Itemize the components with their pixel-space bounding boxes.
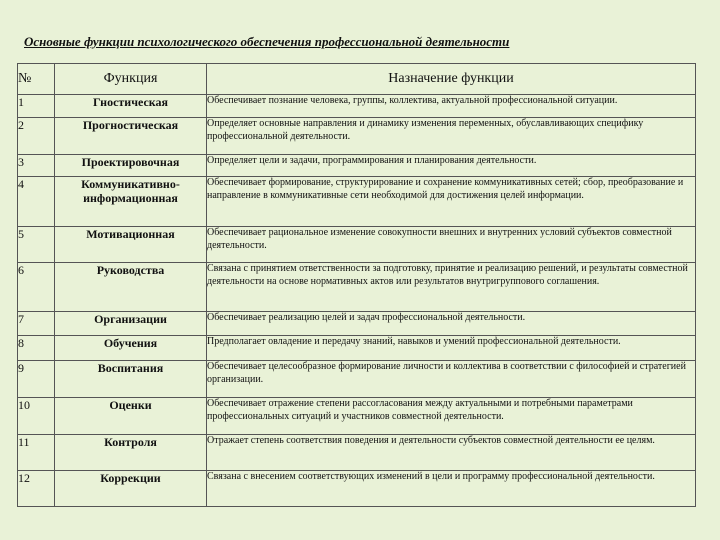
table-row bbox=[18, 227, 696, 263]
row-purpose: Предполагает овладение и передачу знаний, навыков и умений профессиональной деятельности. bbox=[207, 336, 696, 361]
row-number: 7 bbox=[18, 312, 55, 336]
row-function: Руководства bbox=[55, 263, 207, 312]
row-purpose: Обеспечивает реализацию целей и задач профессиональной деятельности. bbox=[207, 312, 696, 336]
row-purpose: Отражает степень соответствия поведения и деятельности субъектов совместной деятельности ее целям. bbox=[207, 435, 696, 471]
row-purpose: Обеспечивает познание человека, группы, коллектива, актуальной профессиональной ситуации. bbox=[207, 95, 696, 118]
table-row bbox=[18, 118, 696, 155]
row-number: 8 bbox=[18, 336, 55, 361]
row-purpose: Определяет основные направления и динамику изменения переменных, обуславливающих специфику профессиональной деятельности. bbox=[207, 118, 696, 155]
row-function: Гностическая bbox=[55, 95, 207, 118]
table-row bbox=[18, 312, 696, 336]
header-purpose: Назначение функции bbox=[207, 64, 696, 95]
row-number: 9 bbox=[18, 361, 55, 398]
row-number: 2 bbox=[18, 118, 55, 155]
row-function: Обучения bbox=[55, 336, 207, 361]
table-row bbox=[18, 361, 696, 398]
row-function: Контроля bbox=[55, 435, 207, 471]
table-row bbox=[18, 263, 696, 312]
row-function: Коммуникативно-информационная bbox=[55, 177, 207, 227]
row-purpose: Обеспечивает рациональное изменение совокупности внешних и внутренних условий субъектов совместной деятельности. bbox=[207, 227, 696, 263]
row-purpose: Связана с внесением соответствующих изменений в цели и программу профессиональной деятельности. bbox=[207, 471, 696, 507]
row-function: Оценки bbox=[55, 398, 207, 435]
row-number: 6 bbox=[18, 263, 55, 312]
row-number: 4 bbox=[18, 177, 55, 227]
row-function: Организации bbox=[55, 312, 207, 336]
row-purpose: Связана с принятием ответственности за подготовку, принятие и реализацию решений, и результаты совместной деятельности на основе нормативных актов или результатов внутригруппового соглашения. bbox=[207, 263, 696, 312]
table-row bbox=[18, 155, 696, 177]
table-header-row bbox=[18, 64, 696, 95]
row-purpose: Обеспечивает целесообразное формирование личности и коллектива в соответствии с философией и стратегией организации. bbox=[207, 361, 696, 398]
table-row bbox=[18, 336, 696, 361]
row-purpose: Определяет цели и задачи, программирования и планирования деятельности. bbox=[207, 155, 696, 177]
table-row bbox=[18, 177, 696, 227]
row-function: Воспитания bbox=[55, 361, 207, 398]
table-row bbox=[18, 435, 696, 471]
row-number: 10 bbox=[18, 398, 55, 435]
header-function: Функция bbox=[55, 64, 207, 95]
row-number: 12 bbox=[18, 471, 55, 507]
row-number: 5 bbox=[18, 227, 55, 263]
page-title: Основные функции психологического обеспечения профессиональной деятельности bbox=[24, 34, 510, 49]
table-row bbox=[18, 398, 696, 435]
row-function: Проектировочная bbox=[55, 155, 207, 177]
row-purpose: Обеспечивает отражение степени рассогласования между актуальными и потребными параметрами профессиональных ситуаций и участников совместной деятельности. bbox=[207, 398, 696, 435]
table-row bbox=[18, 471, 696, 507]
row-number: 1 bbox=[18, 95, 55, 118]
row-function: Мотивационная bbox=[55, 227, 207, 263]
row-number: 3 bbox=[18, 155, 55, 177]
header-number: № bbox=[18, 64, 55, 95]
row-number: 11 bbox=[18, 435, 55, 471]
row-function: Коррекции bbox=[55, 471, 207, 507]
table-row bbox=[18, 95, 696, 118]
row-purpose: Обеспечивает формирование, структурирование и сохранение коммуникативных сетей; сбор, преобразование и направление в коммуникативные сети необходимой для достижения целей информации. bbox=[207, 177, 696, 227]
functions-table bbox=[17, 63, 696, 507]
row-function: Прогностическая bbox=[55, 118, 207, 155]
